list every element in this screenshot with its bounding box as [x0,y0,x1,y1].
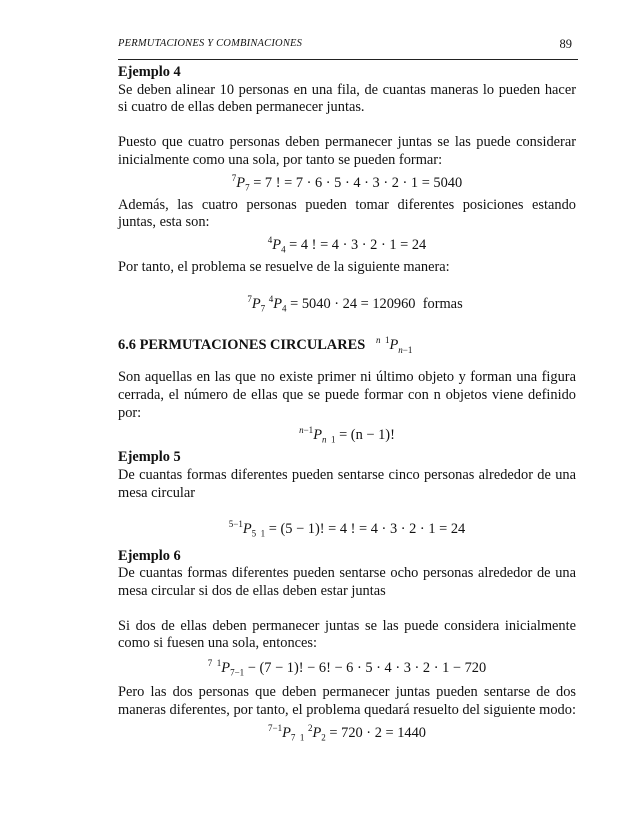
eq2-rhs: = 4 ! = 4 · 3 · 2 · 1 = 24 [289,236,427,253]
eq3-unit: formas [422,295,463,312]
ejemplo4-para3: Por tanto, el problema se resuelve de la siguiente manera: [118,259,450,276]
ejemplo6-heading: Ejemplo 6 [118,547,181,564]
ejemplo6-eq2: $^{7-1}P_{7 1}$ $^2P_2 = 720 \cdot 2 = 1440$ [268,722,426,743]
ejemplo4-eq2: $^4P_4 = 4$ ! = 4 · 3 · 2 · 1 = 24 [267,235,427,255]
e5-eq-rhs: = (5 − 1)! = 4 ! = 4 · 3 · 2 · 1 = 24 [268,521,466,538]
page-header [118,34,578,54]
eq1-rhs: = 7 ! = 7 · 6 · 5 · 4 · 3 · 2 · 1 = 5040 [253,174,463,191]
page-body [118,64,576,747]
section-66-para: Son aquellas en las que no existe primer ni último objeto y forman una figura cerrada, el número de ellas que se puede formar con n objetos viene definido por: [118,369,576,421]
ejemplo6-para1: Si dos de ellas deben permanecer juntas se las puede considera inicialmente como si fuesen una sola, entonces: [118,617,576,652]
ejemplo6-eq1: $^{7 1}P_{7-1} - (7 - 1)$! − 6! − 6 · 5 · 4 · 3 · 2 · 1 − 720 [207,658,487,678]
ejemplo5-problem: De cuantas formas diferentes pueden sentarse cinco personas alrededor de una mesa circular [118,467,576,501]
ejemplo4-para2: Además, las cuatro personas pueden tomar diferentes posiciones estando juntas, esta son: [118,196,576,231]
ejemplo6-para2: Pero las dos personas que deben permanecer juntas pueden sentarse de dos maneras diferentes, por tanto, el problema quedará resuelto del siguiente modo: [118,684,576,718]
s66-eq-rhs: = (n − 1)! [339,426,395,443]
ejemplo4-para1: Puesto que cuatro personas deben permanecer juntas se las puede considerar inicialmente como una sola, por tanto se pueden formar: [118,134,576,168]
page-number: 89 [559,37,572,51]
ejemplo4-problem: Se deben alinear 10 personas en una fila, de cuantas maneras lo pueden hacer si cuatro de ellas deben permanecer juntas. [118,81,576,116]
ejemplo6-problem: De cuantas formas diferentes pueden sentarse ocho personas alrededor de una mesa circular si dos de ellas deben estar juntas [118,565,576,599]
section-66-title: 6.6 PERMUTACIONES CIRCULARES [118,336,366,353]
eq3-rhs: = 5040 · 24 = 120960 [290,295,416,312]
ejemplo4-eq3: $^7P_7$ $^4P_4 = 5040 \cdot 24 = 120960$ formas [247,293,463,314]
header-rule [118,59,578,60]
section-66-heading: 6.6 PERMUTACIONES CIRCULARES $^{n 1}P_{n-1}$ [118,335,413,355]
e6-eq1-rhs: − (7 − 1)! − 6! − 6 · 5 · 4 · 3 · 2 · 1 − 720 [247,659,487,676]
ejemplo5-eq: $^{5-1}P_{5 1} = (5 - 1)$! = 4 ! = 4 · 3 · 2 · 1 = 24 [228,519,466,539]
ejemplo5-heading: Ejemplo 5 [118,449,181,466]
section-66-eq: $^{n-1}P_{n 1} = (n - 1)$! [299,425,395,445]
running-title: PERMUTACIONES Y COMBINACIONES [118,38,303,49]
ejemplo4-eq1: $^7P_7 = 7$ ! = 7 · 6 · 5 · 4 · 3 · 2 · 1 = 5040 [231,172,463,193]
e6-eq2-rhs: = 720 · 2 = 1440 [329,724,426,741]
ejemplo4-heading: Ejemplo 4 [118,64,181,80]
